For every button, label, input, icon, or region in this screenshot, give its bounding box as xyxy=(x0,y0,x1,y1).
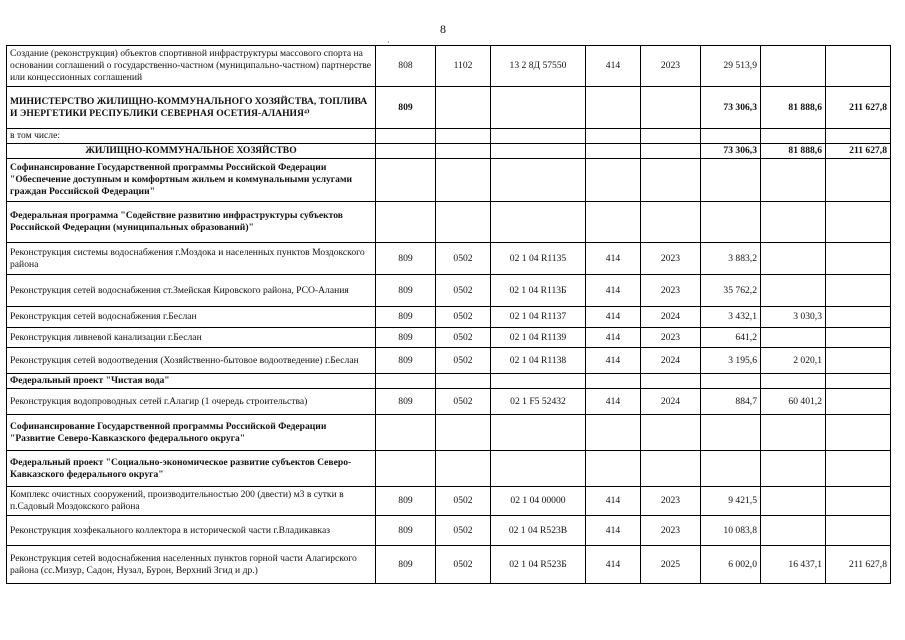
cell-type xyxy=(586,159,641,202)
cell-type: 414 xyxy=(586,46,641,87)
cell-type: 414 xyxy=(586,546,641,584)
table-row xyxy=(7,415,891,451)
cell-section: 0502 xyxy=(436,487,491,516)
cell-ministry: 809 xyxy=(376,307,436,328)
cell-year xyxy=(641,374,701,389)
table-row xyxy=(7,546,891,584)
cell-name: Софинансирование Государственной программы Российской Федерации "Обеспечение доступным и комфортным жильем и коммунальными услугами граждан Российской Федерации" xyxy=(7,159,376,202)
cell-year: 2024 xyxy=(641,389,701,415)
cell-year xyxy=(641,87,701,129)
cell-v2: 2 020,1 xyxy=(761,348,826,374)
cell-v2 xyxy=(761,275,826,307)
cell-name: Реконструкция ливневой канализации г.Беслан xyxy=(7,328,376,348)
cell-v1 xyxy=(701,415,761,451)
cell-v1 xyxy=(701,159,761,202)
cell-section: 0502 xyxy=(436,348,491,374)
scan-mark: · xyxy=(387,38,390,47)
table-row xyxy=(7,487,891,516)
cell-section xyxy=(436,374,491,389)
table-row xyxy=(7,202,891,243)
cell-section xyxy=(436,144,491,159)
cell-ministry xyxy=(376,374,436,389)
cell-v1: 35 762,2 xyxy=(701,275,761,307)
cell-type: 414 xyxy=(586,307,641,328)
cell-name: Реконструкция сетей водоснабжения населенных пунктов горной части Алагирского района (сс.Мизур, Садон, Нузал, Бурон, Верхний Згид и др.) xyxy=(7,546,376,584)
table-row xyxy=(7,129,891,144)
cell-section xyxy=(436,202,491,243)
cell-ministry: 809 xyxy=(376,87,436,129)
cell-v2: 16 437,1 xyxy=(761,546,826,584)
cell-name: Комплекс очистных сооружений, производительностью 200 (двести) м3 в сутки в п.Садовый Моздокского района xyxy=(7,487,376,516)
cell-v1: 73 306,3 xyxy=(701,144,761,159)
cell-ministry: 809 xyxy=(376,389,436,415)
cell-target: 02 1 04 R1137 xyxy=(491,307,586,328)
cell-type xyxy=(586,202,641,243)
cell-type: 414 xyxy=(586,487,641,516)
cell-year: 2023 xyxy=(641,516,701,546)
table-row xyxy=(7,243,891,275)
cell-v1: 3 883,2 xyxy=(701,243,761,275)
cell-v2 xyxy=(761,516,826,546)
cell-v3: 211 627,8 xyxy=(826,144,891,159)
cell-target xyxy=(491,374,586,389)
cell-name: Реконструкция сетей водоснабжения г.Беслан xyxy=(7,307,376,328)
table-row xyxy=(7,516,891,546)
cell-name: в том числе: xyxy=(7,129,376,144)
cell-target: 02 1 04 R1139 xyxy=(491,328,586,348)
cell-target xyxy=(491,451,586,487)
cell-type xyxy=(586,87,641,129)
cell-v1: 3 432,1 xyxy=(701,307,761,328)
table-row xyxy=(7,374,891,389)
cell-ministry: 809 xyxy=(376,516,436,546)
cell-v3 xyxy=(826,307,891,328)
cell-year: 2023 xyxy=(641,46,701,87)
cell-type: 414 xyxy=(586,275,641,307)
cell-year: 2024 xyxy=(641,307,701,328)
cell-target: 13 2 8Д 57550 xyxy=(491,46,586,87)
table-row xyxy=(7,328,891,348)
cell-v3 xyxy=(826,275,891,307)
cell-target: 02 1 04 R1138 xyxy=(491,348,586,374)
cell-v1 xyxy=(701,202,761,243)
cell-target: 02 1 04 00000 xyxy=(491,487,586,516)
cell-v1: 641,2 xyxy=(701,328,761,348)
cell-v2 xyxy=(761,202,826,243)
cell-name: Реконструкция системы водоснабжения г.Моздока и населенных пунктов Моздокского района xyxy=(7,243,376,275)
cell-v2 xyxy=(761,129,826,144)
cell-section: 0502 xyxy=(436,389,491,415)
cell-type: 414 xyxy=(586,348,641,374)
cell-v3 xyxy=(826,46,891,87)
cell-target: 02 1 04 R523B xyxy=(491,516,586,546)
cell-v2 xyxy=(761,328,826,348)
cell-section: 0502 xyxy=(436,516,491,546)
cell-v1: 884,7 xyxy=(701,389,761,415)
cell-ministry: 809 xyxy=(376,546,436,584)
cell-v3 xyxy=(826,159,891,202)
cell-name: Федеральный проект "Социально-экономическое развитие субъектов Северо-Кавказского федерального округа" xyxy=(7,451,376,487)
cell-v3 xyxy=(826,129,891,144)
table-row xyxy=(7,348,891,374)
cell-target xyxy=(491,144,586,159)
table-row xyxy=(7,275,891,307)
cell-name: Реконструкция водопроводных сетей г.Алагир (1 очередь строительства) xyxy=(7,389,376,415)
cell-year xyxy=(641,202,701,243)
cell-name: Софинансирование Государственной программы Российской Федерации "Развитие Северо-Кавказского федерального округа" xyxy=(7,415,376,451)
table-row xyxy=(7,144,891,159)
cell-name: Реконструкция сетей водоснабжения ст.Змейская Кировского района, РСО-Алания xyxy=(7,275,376,307)
cell-v1 xyxy=(701,129,761,144)
cell-target: 02 1 F5 52432 xyxy=(491,389,586,415)
cell-target xyxy=(491,415,586,451)
cell-ministry: 808 xyxy=(376,46,436,87)
cell-name: Создание (реконструкция) объектов спортивной инфраструктуры массового спорта на основании соглашений о государственно-частном (муниципально-частном) партнерстве или концессионных соглашений xyxy=(7,46,376,87)
cell-v1: 3 195,6 xyxy=(701,348,761,374)
cell-target: 02 1 04 R1135 xyxy=(491,243,586,275)
table-row xyxy=(7,451,891,487)
cell-v3 xyxy=(826,243,891,275)
cell-year xyxy=(641,415,701,451)
cell-year: 2023 xyxy=(641,328,701,348)
cell-type xyxy=(586,415,641,451)
cell-ministry: 809 xyxy=(376,328,436,348)
cell-v2 xyxy=(761,243,826,275)
cell-ministry xyxy=(376,415,436,451)
cell-year: 2024 xyxy=(641,348,701,374)
cell-type xyxy=(586,129,641,144)
cell-ministry: 809 xyxy=(376,348,436,374)
cell-v2: 81 888,6 xyxy=(761,87,826,129)
cell-v3 xyxy=(826,451,891,487)
cell-section xyxy=(436,159,491,202)
cell-section: 0502 xyxy=(436,275,491,307)
budget-table xyxy=(6,45,891,584)
cell-v1: 10 083,8 xyxy=(701,516,761,546)
cell-v2 xyxy=(761,374,826,389)
cell-year xyxy=(641,159,701,202)
cell-v3 xyxy=(826,487,891,516)
cell-ministry xyxy=(376,202,436,243)
cell-v2 xyxy=(761,415,826,451)
cell-section xyxy=(436,451,491,487)
cell-type: 414 xyxy=(586,516,641,546)
cell-year xyxy=(641,144,701,159)
cell-v1: 9 421,5 xyxy=(701,487,761,516)
cell-year: 2023 xyxy=(641,275,701,307)
cell-v3 xyxy=(826,348,891,374)
cell-section: 0502 xyxy=(436,546,491,584)
table-row xyxy=(7,46,891,87)
cell-target xyxy=(491,87,586,129)
cell-v3 xyxy=(826,202,891,243)
cell-ministry xyxy=(376,451,436,487)
cell-type xyxy=(586,451,641,487)
cell-name: Реконструкция хозфекального коллектора в исторической части г.Владикавказ xyxy=(7,516,376,546)
cell-section xyxy=(436,87,491,129)
cell-target xyxy=(491,129,586,144)
cell-year: 2023 xyxy=(641,487,701,516)
cell-v3 xyxy=(826,374,891,389)
cell-v3: 211 627,8 xyxy=(826,546,891,584)
table-row xyxy=(7,389,891,415)
cell-name: ЖИЛИЩНО-КОММУНАЛЬНОЕ ХОЗЯЙСТВО xyxy=(7,144,376,159)
cell-v2: 3 030,3 xyxy=(761,307,826,328)
cell-section xyxy=(436,415,491,451)
cell-ministry: 809 xyxy=(376,243,436,275)
cell-ministry: 809 xyxy=(376,487,436,516)
cell-v1: 73 306,3 xyxy=(701,87,761,129)
table-row xyxy=(7,87,891,129)
cell-v1: 6 002,0 xyxy=(701,546,761,584)
cell-ministry: 809 xyxy=(376,275,436,307)
cell-section: 0502 xyxy=(436,307,491,328)
cell-year: 2025 xyxy=(641,546,701,584)
cell-section: 1102 xyxy=(436,46,491,87)
cell-target xyxy=(491,159,586,202)
table-row xyxy=(7,307,891,328)
cell-ministry xyxy=(376,129,436,144)
cell-v1 xyxy=(701,374,761,389)
cell-v2 xyxy=(761,487,826,516)
cell-type xyxy=(586,374,641,389)
cell-name: Реконструкция сетей водоотведения (Хозяйственно-бытовое водоотведение) г.Беслан xyxy=(7,348,376,374)
cell-v1: 29 513,9 xyxy=(701,46,761,87)
cell-type: 414 xyxy=(586,243,641,275)
cell-target: 02 1 04 R523Б xyxy=(491,546,586,584)
cell-v1 xyxy=(701,451,761,487)
cell-name: МИНИСТЕРСТВО ЖИЛИЩНО-КОММУНАЛЬНОГО ХОЗЯЙСТВА, ТОПЛИВА И ЭНЕРГЕТИКИ РЕСПУБЛИКИ СЕВЕРНАЯ ОСЕТИЯ-АЛАНИЯ⁴⁾ xyxy=(7,87,376,129)
cell-year: 2023 xyxy=(641,243,701,275)
cell-v2: 60 401,2 xyxy=(761,389,826,415)
cell-type: 414 xyxy=(586,389,641,415)
cell-v3 xyxy=(826,389,891,415)
cell-name: Федеральный проект "Чистая вода" xyxy=(7,374,376,389)
cell-v2: 81 888,6 xyxy=(761,144,826,159)
page-number: 8 xyxy=(440,22,446,36)
cell-v2 xyxy=(761,46,826,87)
cell-v3 xyxy=(826,516,891,546)
cell-v3: 211 627,8 xyxy=(826,87,891,129)
cell-type xyxy=(586,144,641,159)
cell-section xyxy=(436,129,491,144)
cell-year xyxy=(641,451,701,487)
cell-type: 414 xyxy=(586,328,641,348)
cell-year xyxy=(641,129,701,144)
cell-ministry xyxy=(376,144,436,159)
cell-ministry xyxy=(376,159,436,202)
cell-v3 xyxy=(826,415,891,451)
cell-target: 02 1 04 R113Б xyxy=(491,275,586,307)
cell-v2 xyxy=(761,451,826,487)
cell-target xyxy=(491,202,586,243)
cell-section: 0502 xyxy=(436,328,491,348)
cell-section: 0502 xyxy=(436,243,491,275)
cell-v3 xyxy=(826,328,891,348)
cell-name: Федеральная программа "Содействие развитию инфраструктуры субъектов Российской Федерации (муниципальных образований)" xyxy=(7,202,376,243)
table-row xyxy=(7,159,891,202)
cell-v2 xyxy=(761,159,826,202)
